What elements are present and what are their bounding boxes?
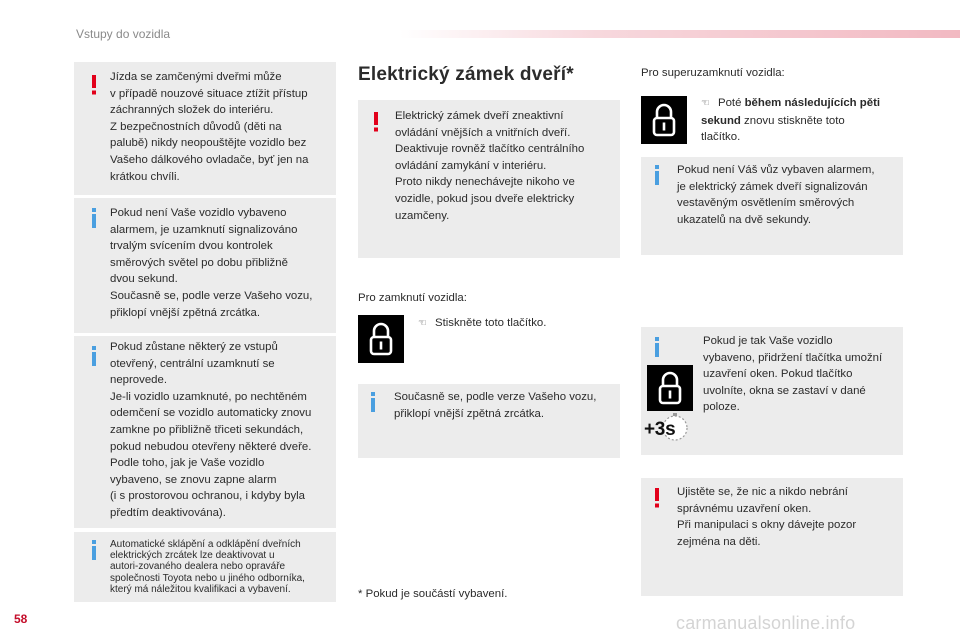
info-box-right-2 [641, 327, 903, 455]
lock-icon [641, 96, 687, 144]
info-text: Pokud zůstane některý ze vstupů otevřený, centrální uzamknutí se neprovede. Je-li vozidlo uzamknuté, po nechtěném odemčení se vozidlo automaticky znovu zamkne po přibližně třiceti sekundách, pokud nebudou otevřeny některé dveře. Podle toho, jak je Vaše vozidlo vybaveno, se znovu zapne alarm (i s prostorovou ochranou, i kdyby byla předtím deaktivována). [110, 341, 312, 519]
lock-button-icon [358, 315, 404, 363]
lock-step-text: Stiskněte toto tlačítko. [434, 317, 547, 329]
info-text: Pokud není Vaše vozidlo vybaveno alarmem, je uzamknutí signalizováno trvalým svícením dvou kontrolek směrových světel po dobu přibližně dvou sekund. Současně se, podle verze Vašeho vozu, přiklopí vnější zpětná zrcátka. [110, 207, 313, 319]
warning-text: Ujistěte se, že nic a nikdo nebrání správnému uzavření oken. Při manipulaci s okny dávejte pozor zejména na děti. [677, 486, 857, 548]
info-icon [653, 165, 661, 185]
info-box-left-1 [74, 198, 336, 333]
info-icon [90, 346, 98, 366]
info-text: Pokud není Váš vůz vybaven alarmem, je elektrický zámek dveří signalizován vestavěným osvětlením směrových ukazatelů na dvě sekundy. [677, 164, 875, 226]
hold-duration-badge: +3s [644, 419, 676, 440]
page-number: 58 [14, 612, 28, 626]
warning-text: Jízda se zamčenými dveřmi může v případě nouzové situace ztížit přístup záchranných složek do interiéru. Z bezpečnostních důvodů (děti na palubě) nikdy neopouštějte vozidlo bez Vašeho dálkového ovladače, byť jen na krátkou chvíli. [110, 71, 309, 183]
warning-box-left [74, 62, 336, 195]
lock-step [418, 317, 546, 329]
lock-icon [358, 315, 404, 363]
info-box-left-2 [74, 336, 336, 528]
superlock-step: ☜ Poté během následujících pěti sekund znovu stiskněte toto tlačítko. [701, 97, 881, 144]
info-box-middle [358, 384, 620, 458]
info-icon [90, 540, 98, 560]
info-text: Pokud je tak Vaše vozidlo vybaveno, přidržení tlačítka umožní uzavření oken. Pokud tlačítko uvolníte, okna se zastaví v dané poloze. [703, 335, 883, 414]
lock-heading: Pro zamknutí vozidla: [358, 292, 467, 304]
info-text: Současně se, podle verze Vašeho vozu, přiklopí vnější zpětná zrcátka. [394, 391, 597, 420]
warning-box-right [641, 478, 903, 596]
warning-icon [653, 488, 661, 508]
info-icon [90, 208, 98, 228]
warning-icon [372, 112, 380, 132]
warning-icon [90, 75, 98, 95]
warning-text: Elektrický zámek dveří zneaktivní ovládání vnějších a vnitřních dveří. Deaktivuje rovněž tlačítko centrálního ovládání zamykání v interiéru. Proto nikdy nenechávejte nikoho ve vozidle, pokud jsou dveře elektricky uzamčeny. [395, 110, 585, 222]
step-bullet-icon: ☜ [418, 318, 427, 329]
footnote: * Pokud je součástí vybavení. [358, 588, 508, 600]
watermark: carmanualsonline.info [676, 613, 856, 633]
info-icon [369, 392, 377, 412]
info-icon [653, 337, 661, 357]
info-box-right-1 [641, 157, 903, 255]
superlock-button-icon [641, 96, 687, 144]
header-accent-bar [400, 30, 960, 38]
info-text: Automatické sklápění a odklápění dveřních elektrických zrcátek lze deaktivovat u autori-zovaného dealera nebo opravářе společnosti Toyota nebo u jiného odborníka, který má náležitou kvalifikaci a vybavení. [110, 539, 305, 595]
lock-icon [647, 365, 693, 411]
section-header: Vstupy do vozidla [76, 27, 171, 41]
section-title: Elektrický zámek dveří* [358, 64, 574, 85]
superlock-heading: Pro superuzamknutí vozidla: [641, 67, 785, 79]
warning-box-middle [358, 100, 620, 258]
info-box-left-3 [74, 532, 336, 602]
step-bullet-icon: ☜ [701, 98, 710, 109]
window-lock-button-icon [647, 365, 693, 411]
